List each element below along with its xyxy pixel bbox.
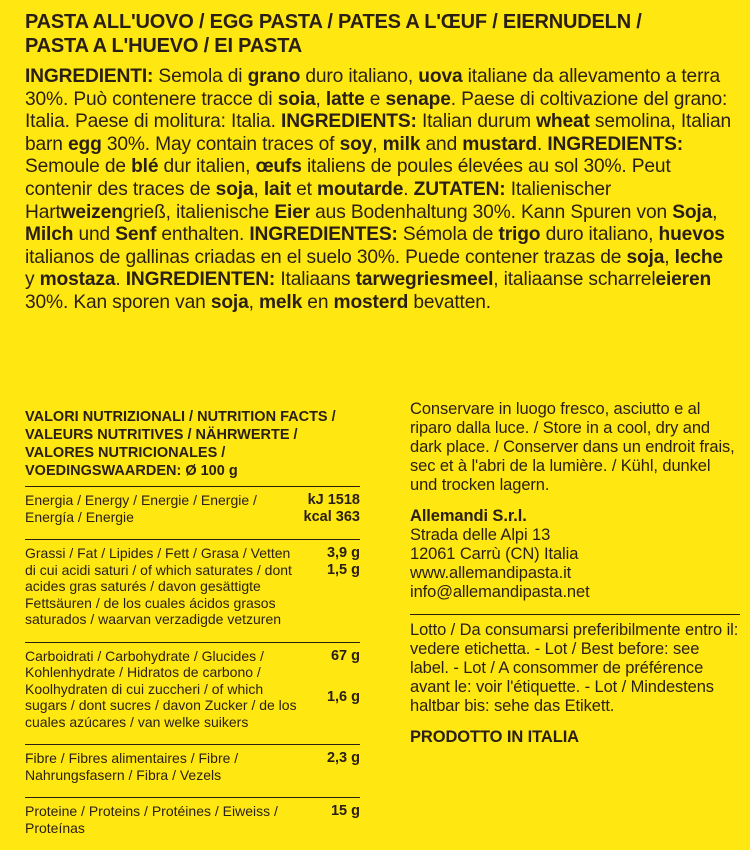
company-city: 12061 Carrù (CN) Italia: [410, 545, 579, 563]
company-website: www.allemandipasta.it: [410, 564, 572, 582]
ingredient-text: e: [364, 88, 386, 110]
product-title-line-2: PASTA A L'HUEVO / EI PASTA: [25, 35, 302, 57]
ingredient-text: duro italiano,: [300, 66, 419, 87]
ingredient-highlight: ZUTATEN:: [413, 178, 506, 200]
ingredient-text: italiens de poules élevées au sol 30%. Peut contenir des traces de: [25, 156, 671, 200]
ingredient-text: Italian durum: [416, 111, 537, 133]
ingredients-paragraph: [25, 66, 735, 315]
fat-value: 3,9 g: [326, 545, 360, 561]
protein-value: 15 g: [330, 803, 360, 819]
ingredient-text: , italiaanse scharrel: [493, 269, 656, 291]
ingredient-text: ,: [712, 201, 718, 223]
carbohydrate-value: 67 g: [330, 647, 360, 664]
carbohydrate-label: Carboidrati / Carbohydrate / Glucides / Kohlenhydrate / Hidratos de carbono / Koolhydraten di cui zuccheri / of which sugars / dont sucres / davon Zucker / de los cuales azúcares / van welke suikers: [25, 647, 297, 730]
ingredient-highlight: eieren: [655, 269, 712, 291]
storage-instructions: Conservare in luogo fresco, asciutto e al riparo dalla luce. / Store in a cool, dry and dark place. / Conserver dans un endroit frais, sec et à l'abri de la lumière. / Kühl, dunkel und trocken lagern.: [410, 400, 735, 494]
ingredient-text: Semola di: [153, 66, 248, 87]
protein-label: Proteine / Proteins / Protéines / Eiweiss / Proteínas: [25, 803, 278, 836]
ingredient-highlight: INGREDIENTS:: [281, 111, 417, 133]
ingredient-highlight: moutarde: [317, 178, 404, 200]
ingredient-text: Italienischer Hart: [25, 178, 612, 223]
fat-label: Grassi / Fat / Lipides / Fett / Grasa / Vetten di cui acidi saturi / of which saturates / dont acides gras saturés / davon gesättigte Fettsäuren / de los cuales ácidos grasos saturados / waarvan verzadigde vetzuren: [25, 545, 292, 627]
ingredient-highlight: latte: [325, 88, 365, 110]
ingredient-text: . Paese di coltivazione del grano: Italia. Paese di molitura: Italia.: [25, 88, 728, 133]
ingredient-text: und: [73, 224, 116, 246]
ingredient-highlight: Soja: [672, 201, 713, 223]
nutrition-row-carbohydrate: [25, 642, 360, 731]
ingredient-highlight: soy: [339, 133, 373, 155]
ingredient-highlight: leche: [674, 246, 723, 268]
ingredient-text: italiane da allevamento a terra 30%. Può contenere tracce di: [25, 66, 721, 110]
ingredient-text: ,: [253, 178, 264, 200]
label-top: [25, 10, 735, 315]
energy-label: Energia / Energy / Energie / Energie / Energía / Energie: [25, 492, 257, 525]
nutrition-header: VALORI NUTRIZIONALI / NUTRITION FACTS / VALEURS NUTRITIVES / NÄHRWERTE / VALORES NUTRICIONALES / VOEDINGSWAARDEN: Ø 100 g: [25, 409, 336, 479]
ingredient-highlight: INGREDIENTI:: [25, 66, 154, 87]
ingredient-highlight: Senf: [115, 224, 157, 246]
ingredient-highlight: Milch: [25, 224, 74, 246]
lot-best-before: Lotto / Da consumarsi preferibilmente entro il: vedere etichetta. - Lot / Best before: see label. - Lot / A consommer de préférence avant le: voir l'étiquette. - Lot / Mindestens haltbar bis: sehe das Etikett.: [410, 614, 740, 716]
ingredient-text: duro italiano,: [540, 224, 659, 246]
ingredient-text: italianos de gallinas criadas en el suelo 30%. Puede contener trazas de: [25, 246, 627, 268]
ingredient-text: Sémola de: [397, 224, 499, 246]
energy-kcal: kcal 363: [303, 508, 360, 525]
ingredient-text: et: [290, 178, 318, 200]
ingredient-text: ,: [372, 133, 383, 155]
nutrition-row-energy: [25, 486, 360, 525]
ingredient-highlight: trigo: [498, 224, 541, 246]
ingredient-text: and: [420, 133, 463, 155]
ingredient-text: 30%. May contain traces of: [101, 133, 340, 155]
ingredient-highlight: melk: [258, 291, 303, 313]
ingredient-highlight: soja: [210, 291, 249, 313]
ingredient-highlight: weizen: [60, 201, 123, 223]
ingredient-highlight: milk: [382, 133, 421, 155]
ingredient-highlight: œufs: [255, 156, 302, 178]
info-column: [410, 400, 740, 747]
ingredient-highlight: INGREDIENTEN:: [125, 269, 276, 291]
ingredient-text: ,: [664, 246, 675, 268]
ingredient-highlight: egg: [67, 133, 102, 155]
ingredient-highlight: INGREDIENTS:: [547, 133, 684, 155]
label-bottom: [25, 400, 739, 836]
ingredient-text: Italiaans: [275, 269, 356, 291]
energy-values: [302, 492, 360, 525]
ingredient-text: bevatten.: [408, 291, 491, 313]
ingredient-highlight: huevos: [658, 224, 725, 246]
ingredient-text: 30%. Kan sporen van: [25, 291, 211, 313]
ingredient-highlight: blé: [131, 156, 159, 178]
ingredient-highlight: grano: [247, 66, 301, 87]
company-name: Allemandi S.r.l.: [410, 507, 527, 525]
ingredient-text: .: [536, 133, 548, 155]
ingredient-highlight: tarwegriesmeel: [355, 269, 494, 291]
ingredient-highlight: wheat: [536, 111, 590, 133]
ingredient-highlight: lait: [263, 178, 291, 200]
ingredient-text: Semoule de: [25, 156, 132, 178]
nutrition-table: [25, 408, 360, 850]
ingredient-highlight: soia: [277, 88, 316, 110]
ingredient-highlight: senape: [385, 88, 451, 110]
ingredient-highlight: soja: [626, 246, 665, 268]
ingredient-text: ,: [315, 88, 326, 110]
ingredient-highlight: uova: [418, 66, 463, 87]
fibre-label: Fibre / Fibres alimentaires / Fibre / Nahrungsfasern / Fibra / Vezels: [25, 750, 239, 783]
protein-values: [302, 803, 360, 836]
fibre-value: 2,3 g: [326, 750, 360, 766]
ingredient-text: aus Bodenhaltung 30%. Kann Spuren von: [309, 201, 673, 223]
ingredient-highlight: mostaza: [39, 269, 116, 291]
ingredient-text: y: [25, 269, 40, 291]
ingredient-text: .: [115, 269, 126, 291]
ingredient-highlight: soja: [215, 178, 254, 200]
ingredient-text: dur italien,: [158, 156, 256, 178]
company-email: info@allemandipasta.net: [410, 583, 590, 601]
energy-kj: kJ 1518: [307, 492, 360, 508]
ingredient-highlight: INGREDIENTES:: [249, 224, 398, 246]
product-title-line-1: PASTA ALL'UOVO / EGG PASTA / PATES A L'ŒUF / EIERNUDELN /: [25, 11, 642, 33]
ingredient-text: semolina, Italian barn: [25, 111, 732, 155]
company-street: Strada delle Alpi 13: [410, 526, 551, 544]
ingredient-highlight: Eier: [274, 201, 310, 223]
carbohydrate-values: [302, 648, 360, 731]
fibre-values: [302, 750, 360, 783]
ingredient-text: enthalten.: [156, 224, 250, 246]
ingredient-text: .: [403, 178, 414, 200]
country-of-origin: PRODOTTO IN ITALIA: [410, 728, 580, 746]
nutrition-row-fat: [25, 539, 360, 628]
ingredient-text: grieß, italienische: [122, 201, 275, 223]
ingredient-highlight: mustard: [462, 133, 537, 155]
ingredient-text: ,: [248, 291, 259, 313]
nutrition-row-protein: [25, 797, 360, 836]
ingredient-text: en: [302, 291, 334, 313]
ingredient-highlight: mosterd: [333, 291, 409, 313]
saturates-value: 1,5 g: [326, 561, 360, 578]
sugars-value: 1,6 g: [326, 688, 360, 705]
fat-values: [302, 545, 360, 628]
company-address: [410, 507, 740, 602]
